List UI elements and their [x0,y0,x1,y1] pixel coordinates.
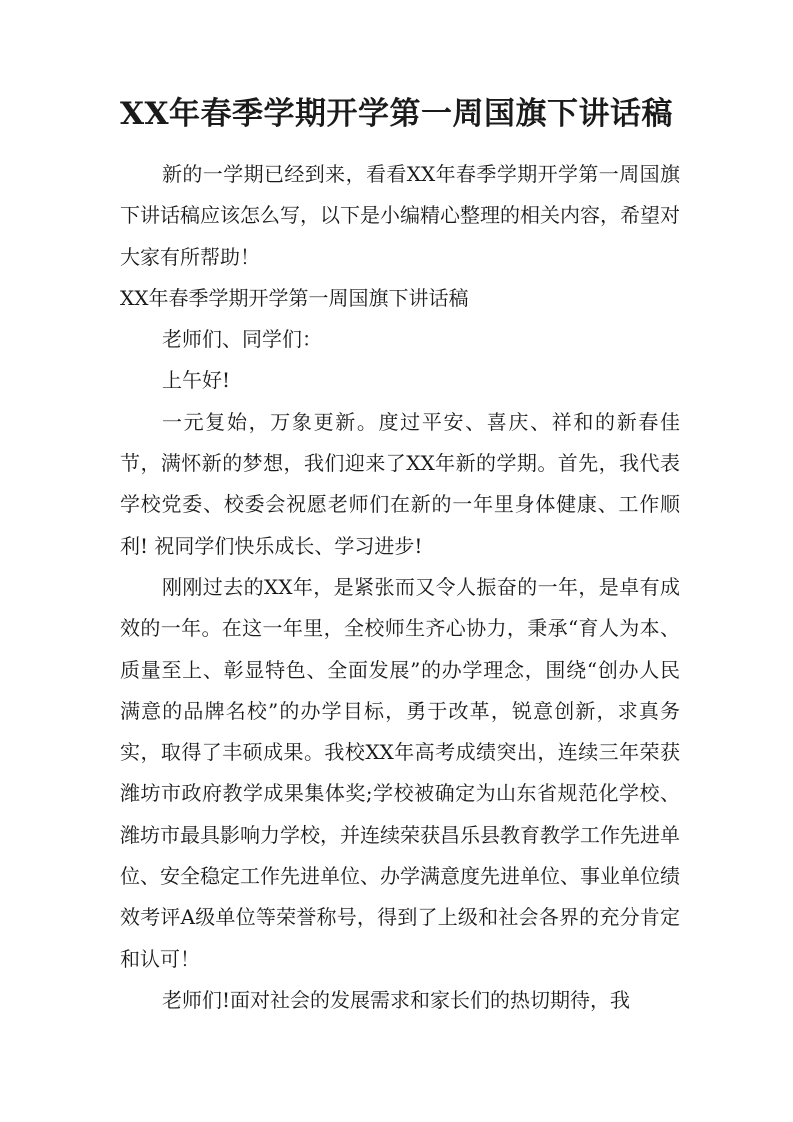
document-body [120,154,680,1021]
good-morning-paragraph: 上午好! [162,368,231,393]
teachers-paragraph: 老师们!面对社会的发展需求和家长们的热切期待，我 [162,987,631,1012]
intro-paragraph: 新的一学期已经到来，看看XX年春季学期开学第一周国旗下讲话稿应该怎么写，以下是小编精心整理的相关内容，希望对大家有所帮助！ [120,162,680,269]
greeting-paragraph: 老师们、同学们： [162,327,322,352]
subtitle-paragraph: XX年春季学期开学第一周国旗下讲话稿 [120,285,469,310]
achievements-paragraph: 刚刚过去的XX年，是紧张而又令人振奋的一年，是卓有成效的一年。在这一年里，全校师生齐心协力，秉承“育人为本、质量至上、彰显特色、全面发展”的办学理念，围绕“创办人民满意的品牌名校”的办学目标，勇于改革，锐意创新，求真务实，取得了丰硕成果。我校XX年高考成绩突出，连续三年荣获潍坊市政府教学成果集体奖;学校被确定为山东省规范化学校、潍坊市最具影响力学校，并连续荣获昌乐县教育教学工作先进单位、安全稳定工作先进单位、办学满意度先进单位、事业单位绩效考评A级单位等荣誉称号，得到了上级和社会各界的充分肯定和认可！ [120,574,680,971]
document-title: XX年春季学期开学第一周国旗下讲话稿 [119,96,674,132]
new-year-paragraph: 一元复始，万象更新。度过平安、喜庆、祥和的新春佳节，满怀新的梦想，我们迎来了XX年新的学期。首先，我代表学校党委、校委会祝愿老师们在新的一年里身体健康、工作顺利! 祝同学们快乐成长、学习进步! [120,409,680,558]
